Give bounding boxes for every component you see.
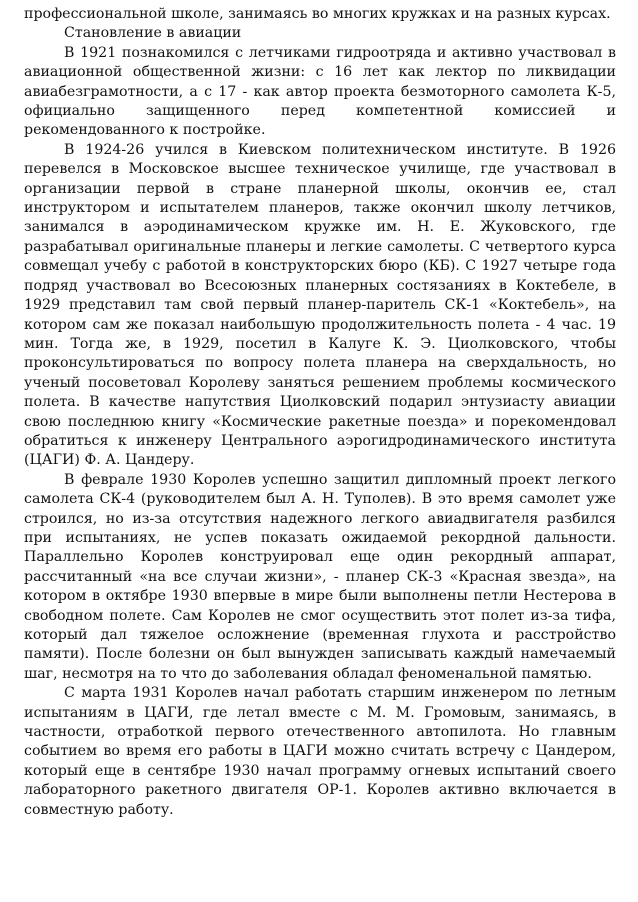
paragraph-1931: С марта 1931 Королев начал работать старшим инженером по летным испытаниям в ЦАГИ, где летал вместе с М. М. Громовым, занимаясь, в частности, отработкой первого отечественного автопилота. Но главным событием во время его работы в ЦАГИ можно считать встречу с Цандером, который еще в сентябре 1930 начал программу огневых испытаний своего лабораторного ракетного двигателя ОР-1. Королев активно включается в совместную работу. bbox=[24, 685, 616, 818]
paragraph-continuation: профессиональной школе, занимаясь во многих кружках и на разных курсах. bbox=[24, 6, 611, 22]
paragraph-1930: В феврале 1930 Королев успешно защитил дипломный проект легкого самолета СК-4 (руководителем был А. Н. Туполев). В это время самолет уже строился, но из-за отсутствия надежного легкого авиадвигателя разбился при испытаниях, не успев показать ожидаемой рекордной дальности. Параллельно Королев конструировал еще один рекордный аппарат, рассчитанный «на все случаи жизни», - планер СК-3 «Красная звезда», на котором в октябре 1930 впервые в мире были выполнены петли Нестерова в свободном полете. Сам Королев не смог осуществить этот полет из-за тифа, который дал тяжелое осложнение (временная глухота и расстройство памяти). После болезни он был вынужден записывать каждый намечаемый шаг, несмотря на то что до заболевания обладал феноменальной памятью. bbox=[24, 471, 616, 682]
paragraph-1921: В 1921 познакомился с летчиками гидроотряда и активно участвовал в авиационной общественной жизни: с 16 лет как лектор по ликвидации авиабезграмотности, а с 17 - как автор проекта безмоторного самолета К-5, официально защищенного перед компетентной комиссией и рекомендованного к постройке. bbox=[24, 44, 616, 139]
document-page bbox=[24, 5, 616, 820]
section-heading: Становление в авиации bbox=[64, 25, 242, 42]
paragraph-1924: В 1924-26 учился в Киевском политехническом институте. В 1926 перевелся в Московское высшее техническое училище, где участвовал в организации первой в стране планерной школы, окончив ее, стал инструктором и испытателем планеров, также окончил школу летчиков, занимался в аэродинамическом кружке им. Н. Е. Жуковского, где разрабатывал оригинальные планеры и легкие самолеты. С четвертого курса совмещал учебу с работой в конструкторских бюро (КБ). С 1927 четыре года подряд участвовал во Всесоюзных планерных состязаниях в Коктебеле, в 1929 представил там свой первый планер-паритель СК-1 «Коктебель», на котором сам же показал наибольшую продолжительность полета - 4 час. 19 мин. Тогда же, в 1929, посетил в Калуге К. Э. Циолковского, чтобы проконсультироваться по вопросу полета планера на сверхдальность, но ученый посоветовал Королеву заняться решением проблемы космического полета. В качестве напутствия Циолковский подарил энтузиасту авиации свою последнюю книгу «Космические ракетные поезда» и порекомендовал обратиться к инженеру Центрального аэрогидродинамического института (ЦАГИ) Ф. А. Цандеру. bbox=[24, 141, 616, 469]
